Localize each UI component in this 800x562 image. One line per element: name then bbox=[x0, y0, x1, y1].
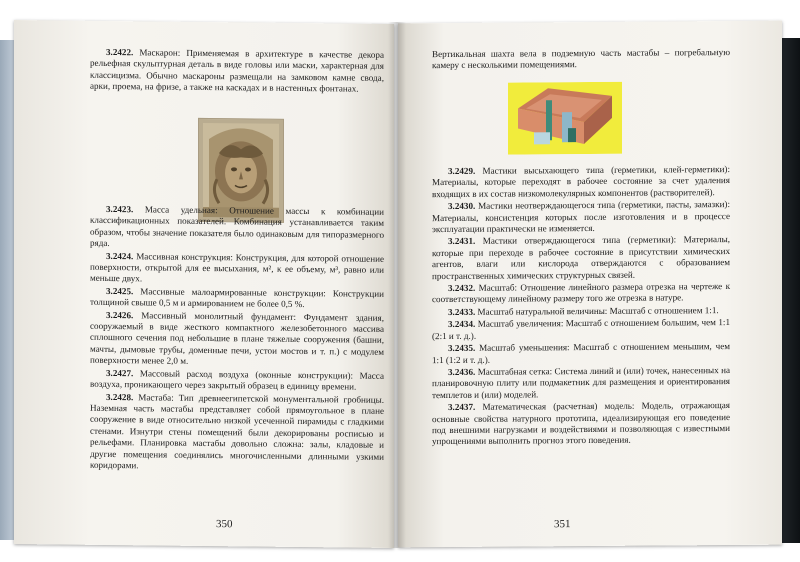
open-book bbox=[14, 22, 784, 552]
right-entries bbox=[432, 164, 730, 449]
left-page bbox=[14, 20, 394, 548]
entry-3-2432: 3.2432. Масштаб: Отношение линейного размера отрезка на чертеже к соответствующему линейному размеру того же отрезка в натуре. bbox=[432, 281, 730, 305]
entry-3-2434: 3.2434. Масштаб увеличения: Масштаб с отношением большим, чем 1:1 (2:1 и т. д.). bbox=[432, 317, 730, 341]
page-number-right: 351 bbox=[554, 518, 571, 531]
entry-3-2431: 3.2431. Мастики отверждающегося типа (герметики): Материалы, которые при переходе в рабочее состояние в присутствии химических агентов, влаги или кислорода отверждаются с образованием пространственных химических структурных связей. bbox=[432, 234, 730, 281]
book-cover-right-edge bbox=[782, 38, 800, 543]
entry-3-2423: 3.2423. Масса удельная: Отношение массы к комбинации классификационных показателей. Комбинация устанавливается таким образом, чтобы значение показателя было одинаковым для типоразмерного ряда. bbox=[90, 203, 384, 249]
entry-3-2437: 3.2437. Математическая (расчетная) модель: Модель, отражающая основные свойства натурного прототипа, идеализирующая его поведение под внешними нагрузками и воздействиями и позволяющая с известными упрощениями выполнить прогноз этого поведения. bbox=[432, 400, 730, 447]
mastaba-continuation: Вертикальная шахта вела в подземную часть мастабы – погребальную камеру с несколькими помещениями. bbox=[432, 47, 730, 71]
entry-3-2430: 3.2430. Мастики неотверждающегося типа (герметики, пасты, замазки): Материалы, консистенция которых после изготовления и в процессе эксплуатации практически не изменяется. bbox=[432, 199, 730, 235]
entry-3-2427: 3.2427. Массовый расход воздуха (оконные конструкции): Масса воздуха, проникающего через закрытый образец в единицу времени. bbox=[90, 367, 384, 392]
entry-3-2425: 3.2425. Массивные малоармированные конструкции: Конструкции толщиной свыше 0,5 м и армированием не более 0,5 %. bbox=[90, 285, 384, 310]
entry-3-2424: 3.2424. Массивная конструкция: Конструкция, для которой отношение поверхности, открытой для ее высыхания, м², к ее объему, м³, равно или меньше двух. bbox=[90, 250, 384, 284]
entry-3-2426: 3.2426. Массивный монолитный фундамент: Фундамент здания, сооружаемый в виде жесткого компактного железобетонного массива сплошного сечения под небольшие в плане тяжелые сооружения (башни, мачты, дымовые трубы, доменные печи, устои мостов и т. п.) с модулем поверхности менее 2,0 м. bbox=[90, 309, 384, 367]
entry-3-2436: 3.2436. Масштабная сетка: Система линий и (или) точек, нанесенных на планировочную плиту или подмакетник для размещения и ориентирования темплетов и (или) моделей. bbox=[432, 364, 730, 400]
book-gutter bbox=[388, 22, 406, 548]
right-page bbox=[398, 21, 782, 548]
entry-3-2428: 3.2428. Мастаба: Тип древнеегипетской монументальной гробницы. Наземная часть мастабы представляет собой прямоугольное в плане сооружение в виде относительно низкой усеченной пирамиды с гладкими стенами. Изнутри стены помещений были декорированы росписью и рельефами. Планировка мастабы довольно сложна: залы, кладовые и другие помещения соединялись многочисленными длинными узкими коридорами. bbox=[90, 391, 384, 471]
mastaba-illustration bbox=[508, 82, 622, 155]
entry-3-2429: 3.2429. Мастики высыхающего типа (герметики, клей-герметики): Материалы, которые переходят в рабочее состояние за счет удаления входящих в их состав низкомолекулярных компонентов (растворителей). bbox=[432, 164, 730, 199]
page-number-left: 350 bbox=[216, 518, 233, 531]
left-entries-top bbox=[90, 47, 384, 97]
right-intro bbox=[432, 47, 730, 73]
left-entries-bottom bbox=[90, 204, 384, 475]
entry-3-2433: 3.2433. Масштаб натуральной величины: Масштаб с отношением 1:1. bbox=[448, 304, 719, 317]
entry-3-2435: 3.2435. Масштаб уменьшения: Масштаб с отношением меньшим, чем 1:1 (1:2 и т. д.). bbox=[432, 341, 730, 365]
entry-3-2422: 3.2422. Маскарон: Применяемая в архитектуре в качестве декора рельефная скульптурная деталь в виде головы или маски, характерная для классицизма. Обычно маскароны размещали на замковом камне свода, арки, проема, на фризе, а также на каскадах и в настенных фонтанах. bbox=[90, 46, 384, 94]
